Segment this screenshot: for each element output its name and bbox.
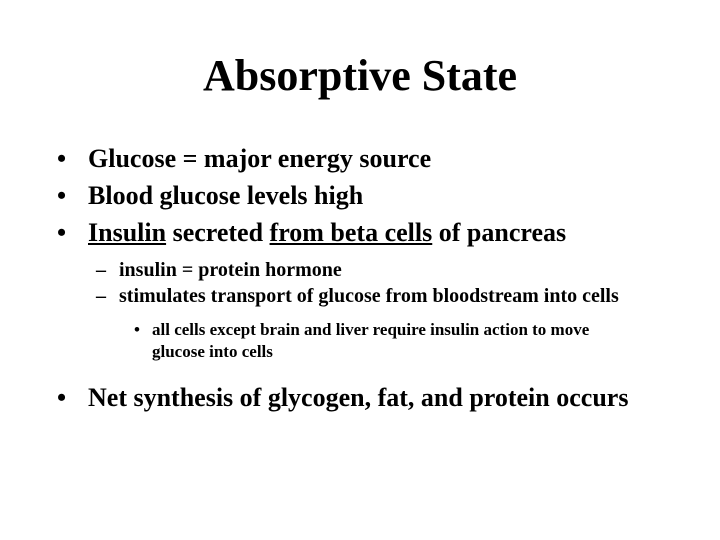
bullet-net-synthesis	[0, 379, 668, 416]
dash-icon: –	[96, 259, 106, 281]
bullet-text: Blood glucose levels high	[88, 181, 364, 210]
sub-sub-bullet-text: all cells except brain and liver require insulin action to move glucose into cells	[152, 320, 590, 361]
bullet-icon: •	[57, 144, 67, 173]
bullet-blood-glucose	[0, 177, 668, 214]
bullet-text: secreted	[166, 218, 270, 247]
bullet-icon: •	[57, 218, 67, 247]
bullet-icon: •	[57, 181, 67, 210]
bullet-insulin-secreted	[0, 214, 668, 251]
bullet-icon: •	[134, 320, 140, 339]
underlined-beta-cells: from beta cells	[269, 218, 433, 247]
bullet-text: Glucose = major energy source	[88, 144, 432, 173]
dash-icon: –	[96, 285, 106, 307]
bullet-list	[0, 140, 720, 416]
bullet-text: of pancreas	[432, 218, 567, 247]
underlined-insulin: Insulin	[88, 218, 167, 247]
bullet-glucose-energy	[0, 140, 668, 177]
sub-sub-bullet-all-cells	[0, 319, 642, 363]
bullet-text: Net synthesis of glycogen, fat, and protein occurs	[88, 383, 629, 412]
slide-title: Absorptive State	[202, 51, 518, 100]
bullet-icon: •	[57, 383, 67, 412]
sub-bullet-text: insulin = protein hormone	[119, 259, 342, 281]
sub-bullet-protein-hormone	[0, 257, 649, 283]
sub-bullet-stimulates-transport	[0, 283, 649, 309]
sub-bullet-text: stimulates transport of glucose from bloodstream into cells	[119, 285, 619, 307]
